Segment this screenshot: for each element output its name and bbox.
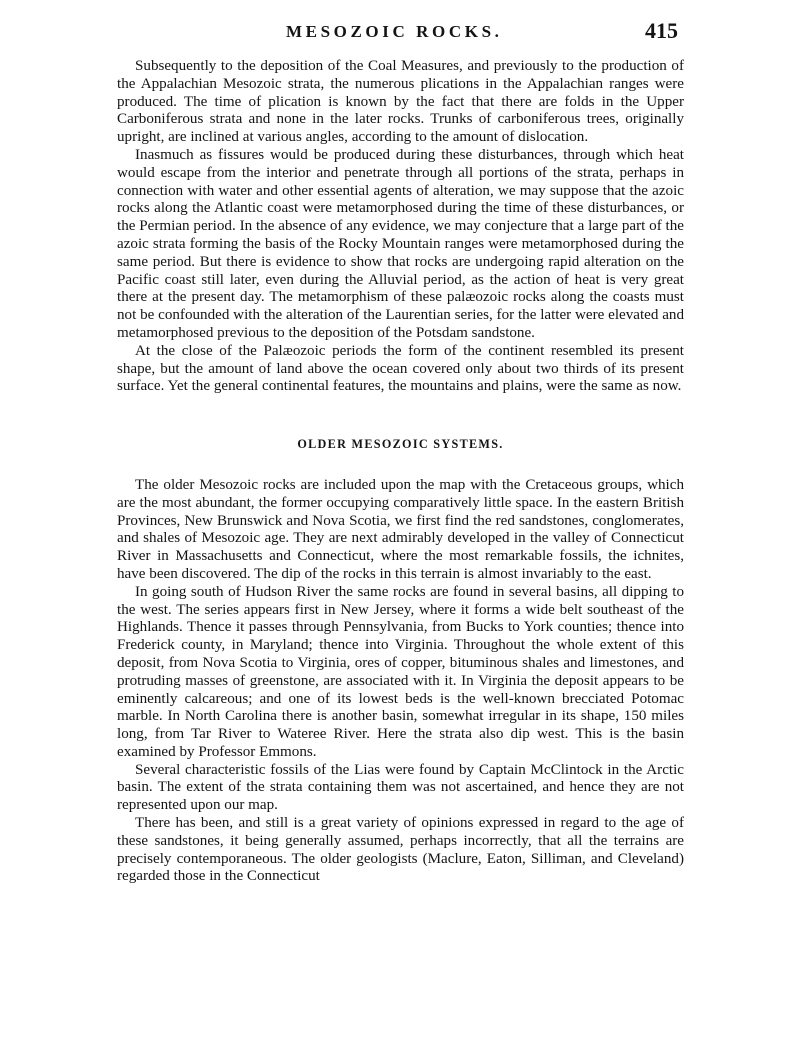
paragraph-lias-fossils: Several characteristic fossils of the Lias were found by Captain McClintock in the Arctic basin. The extent of the strata containing them was not ascertained, and hence they are not represented upon our map.: [117, 761, 684, 814]
paragraph-coal-measures: Subsequently to the deposition of the Coal Measures, and previously to the production of the Appalachian Mesozoic strata, the numerous plications in the Appalachian ranges were produced. The time of plication is known by the fact that there are folds in the Upper Carboniferous strata and none in the later rocks. Trunks of carboniferous trees, originally upright, are inclined at various angles, according to the amount of dislocation.: [117, 58, 684, 146]
paragraph-older-mesozoic: The older Mesozoic rocks are included upon the map with the Cretaceous groups, which are the most abundant, the former occupying comparatively little space. In the eastern British Provinces, New Brunswick and Nova Scotia, we first find the red sandstones, conglomerates, and shales of Mesozoic age. They are next admirably developed in the valley of Connecticut River in Massachusetts and Connecticut, where the most remarkable fossils, the ichnites, have been discovered. The dip of the rocks in this terrain is almost invariably to the east.: [117, 476, 684, 582]
running-title: MESOZOIC ROCKS.: [286, 22, 503, 41]
paragraph-hudson-river: In going south of Hudson River the same rocks are found in several basins, all dipping to the west. The series appears first in New Jersey, where it forms a wide belt southeast of the Highlands. Thence it passes through Pennsylvania, from Bucks to York counties; thence into Frederick county, in Maryland; thence into Virginia. Throughout the whole extent of this deposit, from Nova Scotia to Virginia, ores of copper, bituminous shales and limestones, and protruding masses of greenstone, are associated with it. In Virginia the deposit appears to be eminently calcareous; and one of its lowest beds is the well-known brecciated Potomac marble. In North Carolina there is another basin, somewhat irregular in its shape, 150 miles long, from Tar River to Wateree River. Here the strata also dip west. This is the basin examined by Professor Emmons.: [117, 583, 684, 760]
section-heading: OLDER MESOZOIC SYSTEMS.: [297, 437, 504, 452]
paragraph-sandstone-age: There has been, and still is a great variety of opinions expressed in regard to the age of these sandstones, it being generally assumed, perhaps incorrectly, that all the terrains are precisely contemporaneous. The older geologists (Maclure, Eaton, Silliman, and Cleveland) regarded those in the Connecticut: [117, 815, 684, 885]
body-text: [117, 58, 684, 886]
paragraph-metamorphism: Inasmuch as fissures would be produced during these disturbances, through which heat would escape from the interior and penetrate through all portions of the strata, perhaps in connection with water and other essential agents of alteration, we may suppose that the azoic rocks along the Atlantic coast were metamorphosed during the time of these disturbances, or the Permian period. In the absence of any evidence, we may conjecture that a large part of the azoic strata forming the basis of the Rocky Mountain ranges were metamorphosed during the same period. But there is evidence to show that rocks are undergoing rapid alteration on the Pacific coast still later, even during the Alluvial period, as the action of heat is very great there at the present day. The metamorphism of these palæozoic rocks along the coasts must not be confounded with the alteration of the Laurentian series, for the latter were elevated and metamorphosed previous to the deposition of the Potsdam sandstone.: [117, 146, 684, 341]
page-number: 415: [645, 18, 678, 43]
paragraph-palaeozoic-close: At the close of the Palæozoic periods the form of the continent resembled its present shape, but the amount of land above the ocean covered only about two thirds of its present surface. Yet the general continental features, the mountains and plains, were the same as now.: [117, 342, 684, 395]
